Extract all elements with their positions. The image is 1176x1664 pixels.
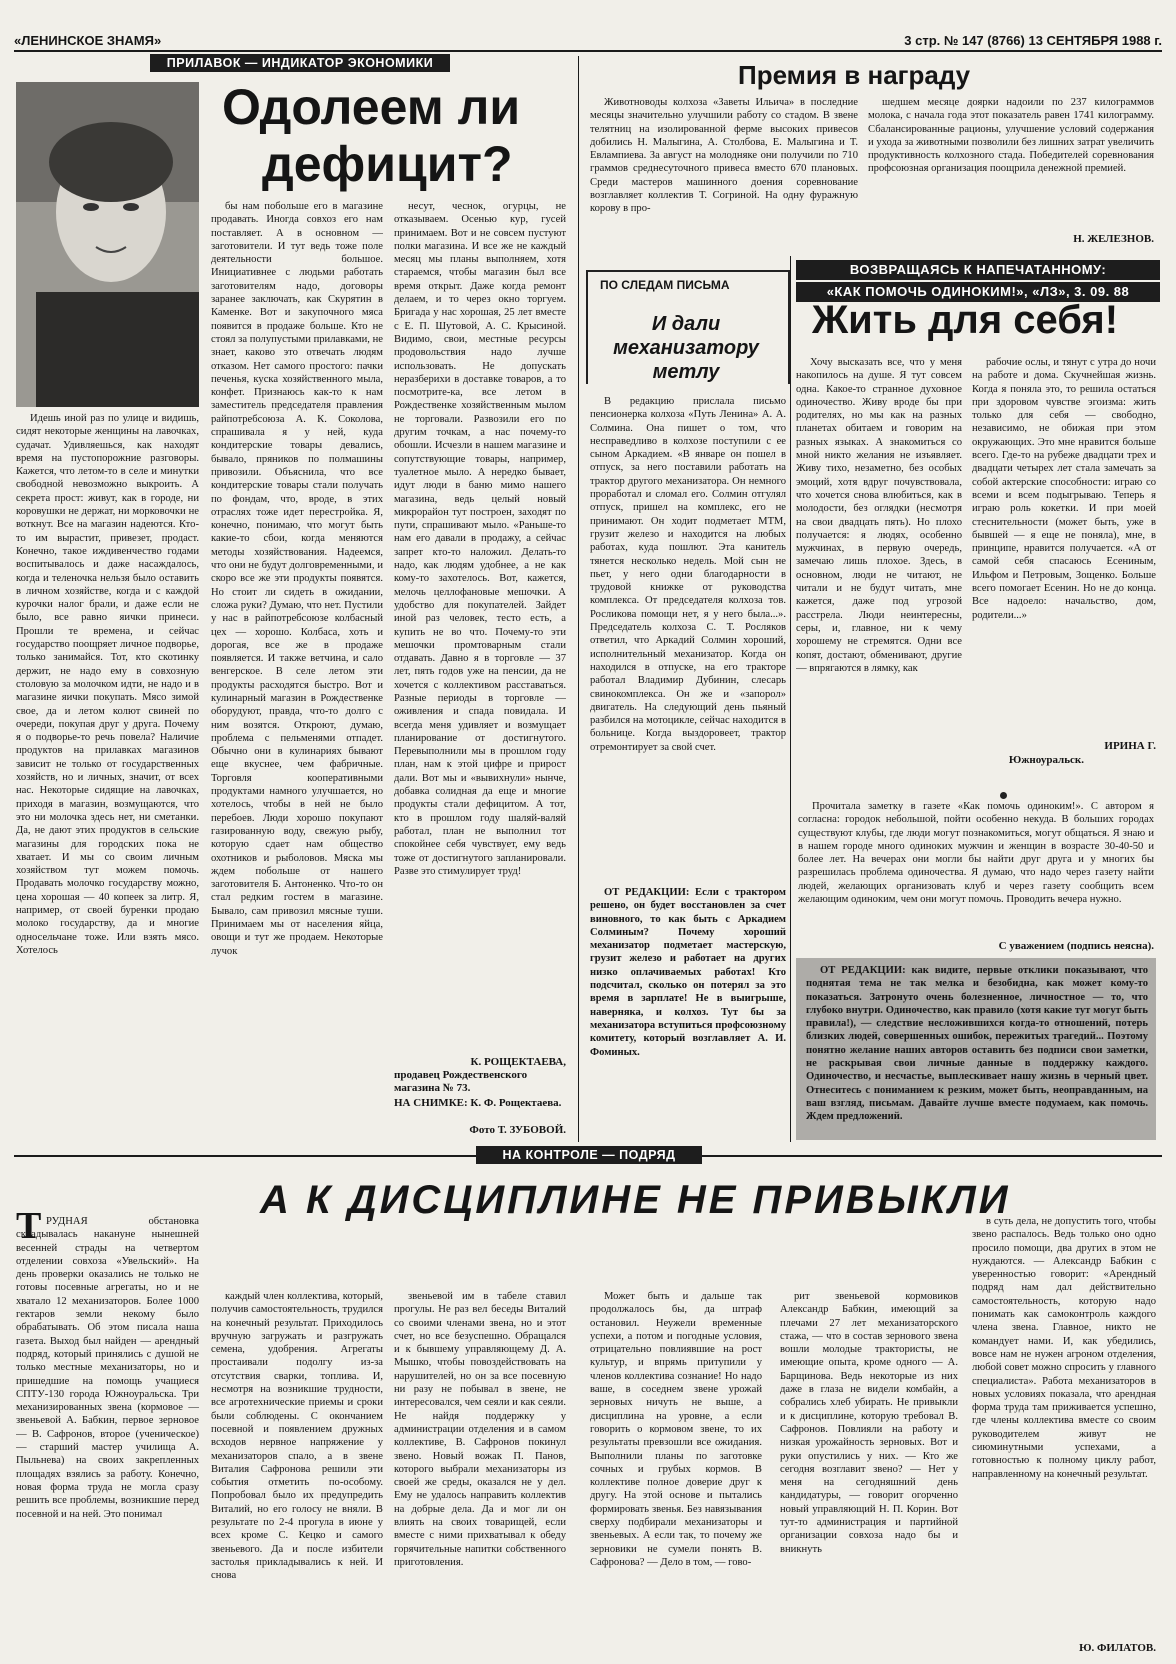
article4-letter2 bbox=[798, 800, 1154, 935]
paragraph: несут, чеснок, огурцы, не отказываем. Осенью кур, гусей принимаем. Вот и не совсем пустуют полки магазина. И все же не каждый месяц мы планы выполняем, хотя стараемся, чтобы магазин был все время открыт. Даже когда ремонт делаем, и то через окно торгуем. Бригада у нас хорошая, 25 лет вместе с Е. П. Шутовой, А. С. Крысиной. Видимо, свои, местные ресурсы продовольствия надо лучше использовать. Не допускать неразберихи в доставке товаров, а то посмотрите-ка, все летом в Рождественке хозяйственным мылом не торговали. Развозили его по другим точкам, а нас почему-то обошли. Исчезли в нашем магазине и сопутствующие товары, например, туалетное мыло. А нередко бывает, идут люди в баню мимо нашего магазина, ведь целый новый микрорайон тут построен, заходят по пути, спрашивают мыло. «Раньше-то нам его давали в продажу, а сейчас запрет кто-то наложил. Делать-то надо, как людям удобнее, а не как кому-то захотелось. Вот, кажется, мелочь целлофановые мешочки. А удобство для покупателей. Зайдет иной раз человек, тесто есть, а купить не во что. Почему-то эти мешочки промтоварным стали отдавать. Давно я в торговле — 37 лет, пять годов уже на пенсии, да не хочется с коллективом расставаться. Разные периоды в торговле — оживления и спада повидала. И всегда меня удивляет и возмущает планирование от достигнутого. Перевыполнили мы в прошлом году план, нам к этой цифре и прирост дали. Вот мы и «вывихнули» нынче, добавка солидная да еще и многие продукты стали дефицитом. А тот, кто в прошлом году шаляй-валяй работал, план не выполнил тот спокойнее себя чувствует, ему ведь тоже от достигнутого запланировали. Разве это стимулирует труд! bbox=[394, 201, 566, 877]
article3-editor-note bbox=[590, 886, 786, 1141]
rubric-control-contract: НА КОНТРОЛЕ — ПОДРЯД bbox=[476, 1146, 702, 1164]
article2-column-2 bbox=[868, 96, 1154, 220]
article3-title: И дали механизатору метлу bbox=[613, 313, 759, 383]
paragraph: Может быть и дальше так продолжалось бы, да штраф остановил. Неужели временные успехи, а потом и погодные условия, отрицательно повлиявшие на рост культур, и впрямь притупили у членов коллектива сознание! Но надо ваше, в соседнем звене урожай зерновых ничуть не выше, а дисциплина на уровне, а если говорить о кормовом звене, то их результаты превзошли все ожидания. Выполнили планы по заготовке сочных и грубых кормов. В коллективе полное доверие друг к другу. На этой основе и пытались формировать звенья. Без навязывания сверху подбирали механизаторы и звеньевых. А если так, то почему же зерновики не сумели понять В. Сафронова? — Дело в том, — гово- bbox=[590, 1291, 762, 1568]
article5-column-2 bbox=[211, 1290, 383, 1656]
paragraph: бы нам побольше его в магазине продавать. Иногда совхоз его нам поставляет. А в основном — заготовители. И тут ведь тоже поле деятельности большое. Инициативнее с людьми работать заготовителям надо, договоры заранее заключать, как Скурятин в Каменке. Вот и закупочного мяса появится в продаже больше. Кто не стоял за полупустыми прилавками, не знает, каково это отвечать людям отказом. Нет самого простого: пачки печенья, куска хозяйственного мыла, конфет. Признаюсь как-то к нам заместитель председателя правления райпотребсоюза А. К. Соколова, спрашивала я у ней, куда кондитерские товары девались, бывало, пряников по полмашины привозили. Объяснила, что все кондитерские товары стали получать по фондам, что, вроде, в этих отраслях тоже идет перестройка. Я, конечно, понимаю, что могут быть какие-то сбои, когда меняются методы хозяйствования. Надеемся, что они не будут долговременными, и скоро все же эти продукты появятся. Но стоит ли сидеть в ожидании, сложа руки? Думаю, что нет. Пустили у нас в райпотребсоюзе колбасный цех — хорошо. Колбаса, хоть и дорогая, все же в продаже появляется. И также ветчина, и сало венгерское. В селе летом эти продукты расходятся быстро. Вот и кулинарный магазин в Рождественке оборудуют, правда, что-то долго с ним возятся. Откроют, думаю, проблема с пельменями отпадет. Обычно они в кулинариях бывают еще вкуснее, чем фабричные. Торговля кооперативными продуктами намного улучшается, но хотелось, чтобы в ней не было перебоев. Люди хорошо покупают газированную воду, свежую рыбу, которую сдает нам общество охотников и рыболовов. Мяска мы ждем побольше от нашего заготовителя Б. Антоненко. Что-то он стал редким гостем в магазине. Бывало, сам привозил мясные туши. Принимаем мы от населения яйца, овощи и тут же продаем. Некоторые лучок bbox=[211, 201, 383, 957]
article4-place: Южноуральск. bbox=[1008, 754, 1084, 766]
paragraph: ОТ РЕДАКЦИИ: Если с трактором решено, он будет восстановлен за счет виновного, то как быть с Аркадием Солминым? Почему хороший механизатор подметает мастерскую, грузит железо и работает на других низко оплачиваемых работах! Кто подсчитал, сколько он потерял за это время в зарплате! Не в выигрыше, наверняка, и колхоз. Тут бы за механизатора вступиться профсоюзному комитету, который возглавляет А. И. Фоминых. bbox=[590, 887, 786, 1058]
author-role: продавец Рождественского магазина № 73. bbox=[394, 1069, 528, 1094]
column-rule bbox=[578, 56, 579, 1142]
paragraph: В редакцию прислала письмо пенсионерка колхоза «Путь Ленина» А. А. Солмина. Она пишет о том, что несправедливо в колхозе поступили с ее сыном Аркадием. «В январе он пошел в отпуск, за него поставили работать на трактор другого механизатора. Он немного проработал и сломал его. Солмин отгулял отпуск, пришел на комплекс, его не принимают. Он ходит подметает МТМ, грузит железо и находится на любых работах, куда пошлют. Эта канитель тянется несколько недель. Мой сын не пьет, у него одни благодарности в трудовой книжке от руководства комплекса. От председателя колхоза тов. Росликова помощи нет, я у него была...». Председатель колхоза С. Т. Росляков ответил, что Аркадий Солмин хороший, исполнительный механизатор. Когда он находился в отпуске, на его тракторе работал Владимир Дубинин, слесарь свинокомплекса. Он же и «запорол» двигатель. На следующий день пьяный разбился на мотоцикле, сейчас находится в больнице. Когда выздоровеет, трактор отремонтирует за свой счет. bbox=[590, 396, 786, 753]
article4-column-2 bbox=[972, 356, 1156, 736]
paragraph: звеньевой им в табеле ставил прогулы. Не раз вел беседы Виталий со своими членами звена, но и этот счет, но все безуспешно. Обращался и к бывшему управляющему Д. А. Мышко, чтобы повоздействовать на нарушителей, но он за все посевную ни разу не побывал в звене, не интересовался, чем сеяли и как сеяли. Не найдя поддержку у администрации отделения и в самом коллективе, В. Сафронов покинул звено. Новый вожак П. Панов, которого выбрали механизаторы из своей же среды, оказался не у дел. Ему не удалось направить коллектив на добрые дела. Да и мог ли он влиять на своих товарищей, если вместе с ними прихватывал к обеду горячительные напитки собственного приготовления. bbox=[394, 1291, 566, 1568]
article4-letter2-signature: С уважением (подпись неясна). bbox=[998, 940, 1154, 952]
paragraph: РУДНАЯ обстановка складывалась накануне нынешней весенней страды на четвертом отделении совхоза «Увельский». На день проверки оказались не только не готовы посевные агрегаты, но и не хватало 12 механизаторов. Более 1000 гектаров земли некому было обрабатывать. Об этом писала наша газета. Выход был найден — арендный подряд, который принялись с душой не только местные механизаторы, но и пришедшие на помощь учащиеся СПТУ-130 города Южноуральска. Три механизированных звена (кормовое — звеньевой А. Бабкин, первое зерновое — В. Сафронов, второе (ученическое) — старший мастер училища А. Пыльнева) на своих закрепленных площадях взялись за работу. Конечно, новая форма труда не могла сразу решить все проблемы, возникшие перед посевной и на ней. Это понимал bbox=[16, 1216, 199, 1520]
photo-caption: НА СНИМКЕ: К. Ф. Рощектаева. bbox=[394, 1097, 562, 1109]
masthead-rule bbox=[14, 50, 1162, 52]
paragraph: рабочие ослы, и тянут с утра до ночи на работе и дома. Скучнейшая жизнь. Когда я поняла это, то решила остаться при здоровом чувстве эгоизма: жить только для себя — свободно, независимо, не обижая при этом окружающих. Это мне нравится больше всего. Где-то на рубеже двадцати трех и двадцати четырех лет стала замечать за собой актерские способности: играю со всеми и всем подыгрываю. Теперь я играю роль кокетки. И при моей стеснительности (может быть, уже в бывшей — я еще не поняла), мне, в принципе, нравится получается. «А от самой себя спасаюсь Есениным, Ильфом и Петровым, Зощенко. Больше всего помогает Есенин. Но не до конца. Все надоело: начальство, дом, родители...» bbox=[972, 357, 1156, 621]
paragraph: в суть дела, не допустить того, чтобы звено распалось. Ведь только оно одно просило помощи, два других в этом не нуждаются. — Александр Бабкин с уверенностью говорит: «Арендный подряд нам дал действительно самостоятельность, которую надо понимать как самоконтроль каждого члена звена. Главное, никто не командует нами. И, как убедились, вовсе нам не нужен агроном отделения, любой совет можно спросить у главного специалиста». Работа механизаторов в новых условиях показала, что арендная форма труда там приживается успешно, где члены коллектива вместе со своим руководителем живут не сиюминутными успехами, а готовностью к полному циклу работ, направленному на конечный результат. bbox=[972, 1216, 1156, 1480]
article1-column-2 bbox=[211, 200, 383, 1120]
issue-info: 3 стр. № 147 (8766) 13 СЕНТЯБРЯ 1988 г. bbox=[904, 33, 1162, 48]
separator-dot bbox=[1000, 792, 1007, 799]
column-rule bbox=[790, 256, 791, 1142]
paragraph: Прочитала заметку в газете «Как помочь одиноким!». С автором я согласна: городок небольшой, пойти особенно некуда. В больших городах существуют клубы, где люди могут познакомиться, могут общаться. Я знаю и в нашем городе много одиноких мужчин и женщин в возрасте 30-40-50 и более лет. На вечерах они могли бы найти друг друга и у многих бы разрешилась проблема одиночества. Я думаю, что надо через газету найти людей, желающих организовать клуб и через газету сообщить всем желающим одиноким, чем они могут помочь. Проводить вечера нужно. bbox=[798, 801, 1154, 906]
follow-letter-rubric: ПО СЛЕДАМ ПИСЬМА bbox=[600, 278, 730, 292]
returning-rubric-line2: «КАК ПОМОЧЬ ОДИНОКИМ!», «ЛЗ», 3. 09. 88 bbox=[796, 282, 1160, 302]
article-title-line2: дефицит? bbox=[262, 136, 513, 192]
article2-column-1 bbox=[590, 96, 858, 256]
article5-column-4 bbox=[590, 1290, 762, 1656]
author-signature: К. РОЩЕКТАЕВА, bbox=[470, 1056, 566, 1068]
paragraph: шедшем месяце доярки надоили по 237 килограммов молока, с начала года этот показатель равен 1741 килограмму. Сбалансированные рационы, улучшение условий содержания и ухода за животными позволили без лишних затрат увеличить продуктивность колхозного стада. Победителей соревнования профсоюзная организация поощрила денежной премией. bbox=[868, 97, 1154, 175]
drop-cap: Т bbox=[16, 1205, 42, 1247]
paragraph: каждый член коллектива, который, получив самостоятельность, трудился на конечный результат. Приходилось вручную загружать и разгружать семена, удобрения. Агрегаты простаивали подолгу из-за отсутствия сварки, топлива. И, несмотря на возникшие трудности, все агротехнические приемы и сроки были соблюдены. С окончанием посевной и появлением дружных всходов нервное напряжение у механизаторов спало, а в звене Виталия Сафронова решили эти события отметить по-особому. Попробовал было их предупредить Виталий, но его голосу не вняли. В результате по 2-4 прогула в июне у всех кроме С. Кецко и самого звеньевого. Да и после избители застолья прикладывались к ней. И снова bbox=[211, 1291, 383, 1582]
paragraph: ОТ РЕДАКЦИИ: как видите, первые отклики показывают, что поднятая тема не так мелка и безобидна, как может кому-то показаться. Затронуто очень болезненное, личностное — то, что глубоко внутри. Одиночество, как правило (хотя какие тут могут быть правила!), — следствие несложившихся когда-то отношений, потерь близких людей, совершенных ошибок, пережитых трагедий... Поэтому понятно желание наших авторов оставить без подписи свои заметки, не раскрывая свои личные данные в поддержку каждого. Одиночество, и несчастье, выплескивает нашу жизнь в черный цвет. Отнеситесь с пониманием к резким, может быть, неоправданным, на ваш взгляд, письмам. Давайте лучше вместе подумаем, как помочь. Ждем предложений. bbox=[806, 965, 1148, 1123]
paragraph: Идешь иной раз по улице и видишь, сидят некоторые женщины на лавочках, судачат. Удивляешься, как находят время на пустопорожние разговоры. Кажется, что летом-то в селе и минутки свободной невозможно выкроить. А секрета прост: живут, как в городе, ни коровушки не держат, ни морковочки не воткнут. Все на магазин надеются. Кто-то им вырастит, привезет, продаст. Конечно, такое иждивенчество годами воспитывалось и даже насаждалось, когда и теленочка нельзя было оставить в личном хозяйстве, когда и с каждой курочки налог брали, и даже если не было, все равно яички принеси. Прошли те времена, и сейчас государство поощряет личное подворье, только занимайся. Тот, кто скотинку держит, не надо ему в совхозную столовую за молочком идти, не надо и в магазине яички покупать. Мясо зимой свое, да и летом колют свиней по очереди, покупая друг у друга. Почему я о подворье-то речь повела? Наличие продуктов на прилавках магазинов зависит не только от государственных хозяйств, но и личных, значит, от всех нас. Некоторые сидящие на лавочках, приходя в магазин, возмущаются, что это ни молочка здесь нет, ни сметанки. Да, не дают этих продуктов в сельские магазины для городских пока не хватает. И мы со своим личным хозяйством тут можем помочь. Продавать молочко государству можно, цена хорошая — 40 копеек за литр. Я, например, от своей буренки продаю молоко государству, да и многие односельчане тоже. Или взять мясо. Хотелось bbox=[16, 413, 199, 956]
article2-title: Премия в награду bbox=[738, 60, 971, 90]
paragraph: рит звеньевой кормовиков Александр Бабкин, имеющий за плечами 27 лет механизаторского стажа, — что в состав зернового звена вошли молодые трактористы, не имеющие опыта, кроме одного — А. Барщинова. Ведь некоторые из них даже в глаза не видели комбайн, а собрались хлеб убирать. Не привыкли и к дисциплине, которую требовал В. Сафронов. Повлияли на работу и низкая урожайность зерновых. Вот и руки опустились у них. — Кто же сегодня возглавит звено? — Нет у меня на сегодняшний день кандидатуры, — говорит огорченно новый управляющий Н. П. Корин. Вот тут-то администрация и партийной организации совхоза надо бы и вникнуть bbox=[780, 1291, 958, 1555]
article1-column-1 bbox=[16, 412, 199, 1120]
article5-column-3 bbox=[394, 1290, 566, 1656]
article1-column-3 bbox=[394, 200, 566, 1050]
photo-credit: Фото Т. ЗУБОВОЙ. bbox=[469, 1124, 566, 1136]
article2-signature: Н. ЖЕЛЕЗНОВ. bbox=[1073, 233, 1154, 245]
article5-column-5 bbox=[780, 1290, 958, 1656]
article3-column bbox=[590, 395, 786, 881]
article4-column-1 bbox=[796, 356, 962, 761]
paragraph: Хочу высказать все, что у меня накопилось на душе. Я тут совсем одна. Какое-то странное духовное одиночество. Живу вроде бы при родителях, но мы как на разных планетах обитаем и говорим на разных языках. А знакомиться со мной никто желания не изъявляет. Живу тихо, незаметно, без особых эмоций, хотя вдруг почувствовала, что хочется снова влюбиться, как в молодости, без оглядки (несмотря на свои двадцать пять). Но плохо получается: я людях, особенно мужчинах, в первую очередь, замечаю лишь плохое. Здесь, в основном, люди не читают, не читали и не будут читать, мне кажется, даже под угрозой расстрела. Люди неинтересны, серы, и, главное, ни к чему хорошему не стремятся. Одни все копят, достают, обменивают, другие — впрягаются в лямку, как bbox=[796, 357, 962, 674]
paragraph: Животноводы колхоза «Заветы Ильича» в последние месяцы значительно улучшили работу со стадом. В звене телятниц на изолированной ферме высоких привесов добились Н. Малыгина, А. Столбова, Е. Малыгина и Т. Евлампиева. За август на молодняке они получили по 710 граммов среднесуточного привеса вместо 670 плановых. Среди мастеров машинного доения соревнование возглавляет коллектив Т. Согриной. На одну фуражную корову в про- bbox=[590, 97, 858, 215]
article4-signature: ИРИНА Г. bbox=[1104, 740, 1156, 752]
article5-signature: Ю. ФИЛАТОВ. bbox=[1079, 1642, 1156, 1654]
returning-rubric-line1: ВОЗВРАЩАЯСЬ К НАПЕЧАТАННОМУ: bbox=[796, 260, 1160, 280]
article-title-line1: Одолеем ли bbox=[222, 79, 521, 135]
article5-column-1 bbox=[16, 1215, 199, 1655]
article4-title: Жить для себя! bbox=[812, 298, 1119, 342]
article4-editor-note bbox=[806, 964, 1148, 1136]
article5-title: А К ДИСЦИПЛИНЕ НЕ ПРИВЫКЛИ bbox=[260, 1178, 1011, 1222]
rubric-counter-economy: ПРИЛАВОК — ИНДИКАТОР ЭКОНОМИКИ bbox=[150, 54, 450, 72]
portrait-photo bbox=[16, 82, 199, 407]
article5-column-6 bbox=[972, 1215, 1156, 1635]
newspaper-name: «ЛЕНИНСКОЕ ЗНАМЯ» bbox=[14, 33, 162, 48]
